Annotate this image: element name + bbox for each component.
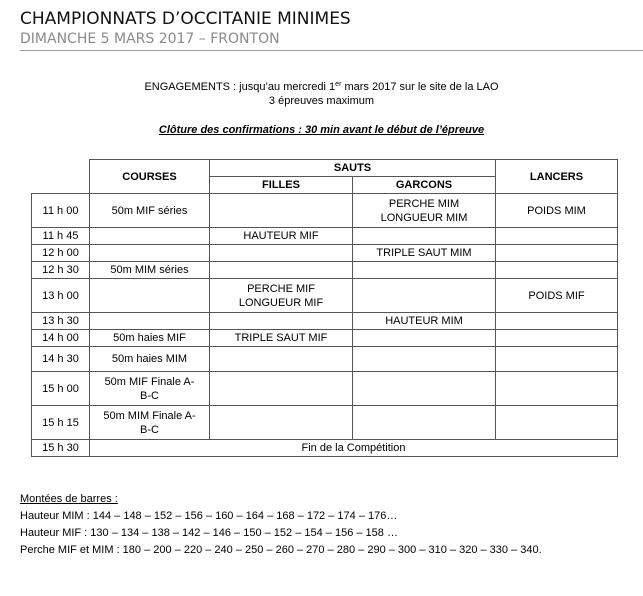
cell-time: 15 h 15 [32,406,90,440]
cell-courses [90,245,210,262]
cell-filles [210,347,353,372]
cell-time: 11 h 00 [32,194,90,228]
engagements-notice [0,78,643,108]
cell-end-of-competition: Fin de la Compétition [90,440,618,457]
cell-filles: HAUTEUR MIF [210,228,353,245]
cell-lancers: POIDS MIM [496,194,618,228]
cell-courses: 50m MIF séries [90,194,210,228]
page-subtitle: DIMANCHE 5 MARS 2017 – FRONTON [20,31,280,47]
cell-filles [210,406,353,440]
table-row [32,228,618,245]
cell-time: 11 h 45 [32,228,90,245]
cell-lancers [496,372,618,406]
engagements-text: ENGAGEMENTS : jusqu’au mercredi 1 [144,81,336,93]
table-row [32,279,618,313]
table-row-final [32,440,618,457]
cell-time: 15 h 00 [32,372,90,406]
cloture-notice: Clôture des confirmations : 30 min avant le début de l’épreuve [158,124,485,136]
cell-lancers [496,262,618,279]
cell-garcons [353,347,496,372]
cell-garcons [353,406,496,440]
schedule-body [32,194,618,457]
table-row [32,194,618,228]
cell-garcons: TRIPLE SAUT MIM [353,245,496,262]
cell-time: 13 h 30 [32,313,90,330]
cell-courses: 50m haies MIF [90,330,210,347]
cell-filles [210,313,353,330]
table-row [32,330,618,347]
table-row [32,313,618,330]
cell-lancers [496,245,618,262]
cell-garcons: HAUTEUR MIM [353,313,496,330]
bar-heights-line: Perche MIF et MIM : 180 – 200 – 220 – 240 – 250 – 260 – 270 – 280 – 290 – 300 – 310 – 320 – 330 – 340. [20,544,542,556]
cell-courses: 50m MIM séries [90,262,210,279]
cell-time: 15 h 30 [32,440,90,457]
page-title: CHAMPIONNATS D’OCCITANIE MINIMES [20,9,351,29]
cell-filles [210,372,353,406]
max-events-line: 3 épreuves maximum [268,95,375,107]
table-corner [32,160,90,194]
cell-time: 13 h 00 [32,279,90,313]
table-row [32,347,618,372]
cell-lancers [496,330,618,347]
cell-lancers [496,228,618,245]
cell-filles: PERCHE MIF LONGUEUR MIF [210,279,353,313]
cell-time: 12 h 00 [32,245,90,262]
header-courses: COURSES [90,160,210,194]
cell-courses: 50m MIM Finale A- B-C [90,406,210,440]
header-garcons: GARCONS [353,177,496,194]
cell-garcons [353,228,496,245]
bar-heights-heading: Montées de barres : [20,493,118,505]
cell-courses: 50m haies MIM [90,347,210,372]
table-row [32,406,618,440]
cell-garcons [353,372,496,406]
cell-time: 14 h 00 [32,330,90,347]
cell-filles [210,194,353,228]
table-row [32,372,618,406]
cell-lancers [496,347,618,372]
cell-filles: TRIPLE SAUT MIF [210,330,353,347]
cell-garcons: PERCHE MIM LONGUEUR MIM [353,194,496,228]
cell-time: 14 h 30 [32,347,90,372]
engagements-text-end: mars 2017 sur le site de la LAO [341,81,499,93]
cell-garcons [353,262,496,279]
engagements-sup: er [335,81,342,88]
cell-lancers [496,406,618,440]
cell-courses [90,313,210,330]
cell-filles [210,245,353,262]
engagements-line [0,78,643,94]
cell-courses [90,228,210,245]
bar-heights-section [20,491,542,559]
table-row [32,262,618,279]
cell-filles [210,262,353,279]
header-filles: FILLES [210,177,353,194]
header-divider [20,50,643,51]
cell-garcons [353,279,496,313]
cell-time: 12 h 30 [32,262,90,279]
bar-heights-line: Hauteur MIM : 144 – 148 – 152 – 156 – 160 – 164 – 168 – 172 – 174 – 176… [20,510,398,522]
cell-courses [90,279,210,313]
cell-courses: 50m MIF Finale A- B-C [90,372,210,406]
header-sauts: SAUTS [210,160,496,177]
schedule-table [31,159,618,457]
cell-garcons [353,330,496,347]
table-row [32,245,618,262]
cell-lancers [496,313,618,330]
cell-lancers: POIDS MIF [496,279,618,313]
bar-heights-line: Hauteur MIF : 130 – 134 – 138 – 142 – 146 – 150 – 152 – 154 – 156 – 158 … [20,527,398,539]
header-lancers: LANCERS [496,160,618,194]
